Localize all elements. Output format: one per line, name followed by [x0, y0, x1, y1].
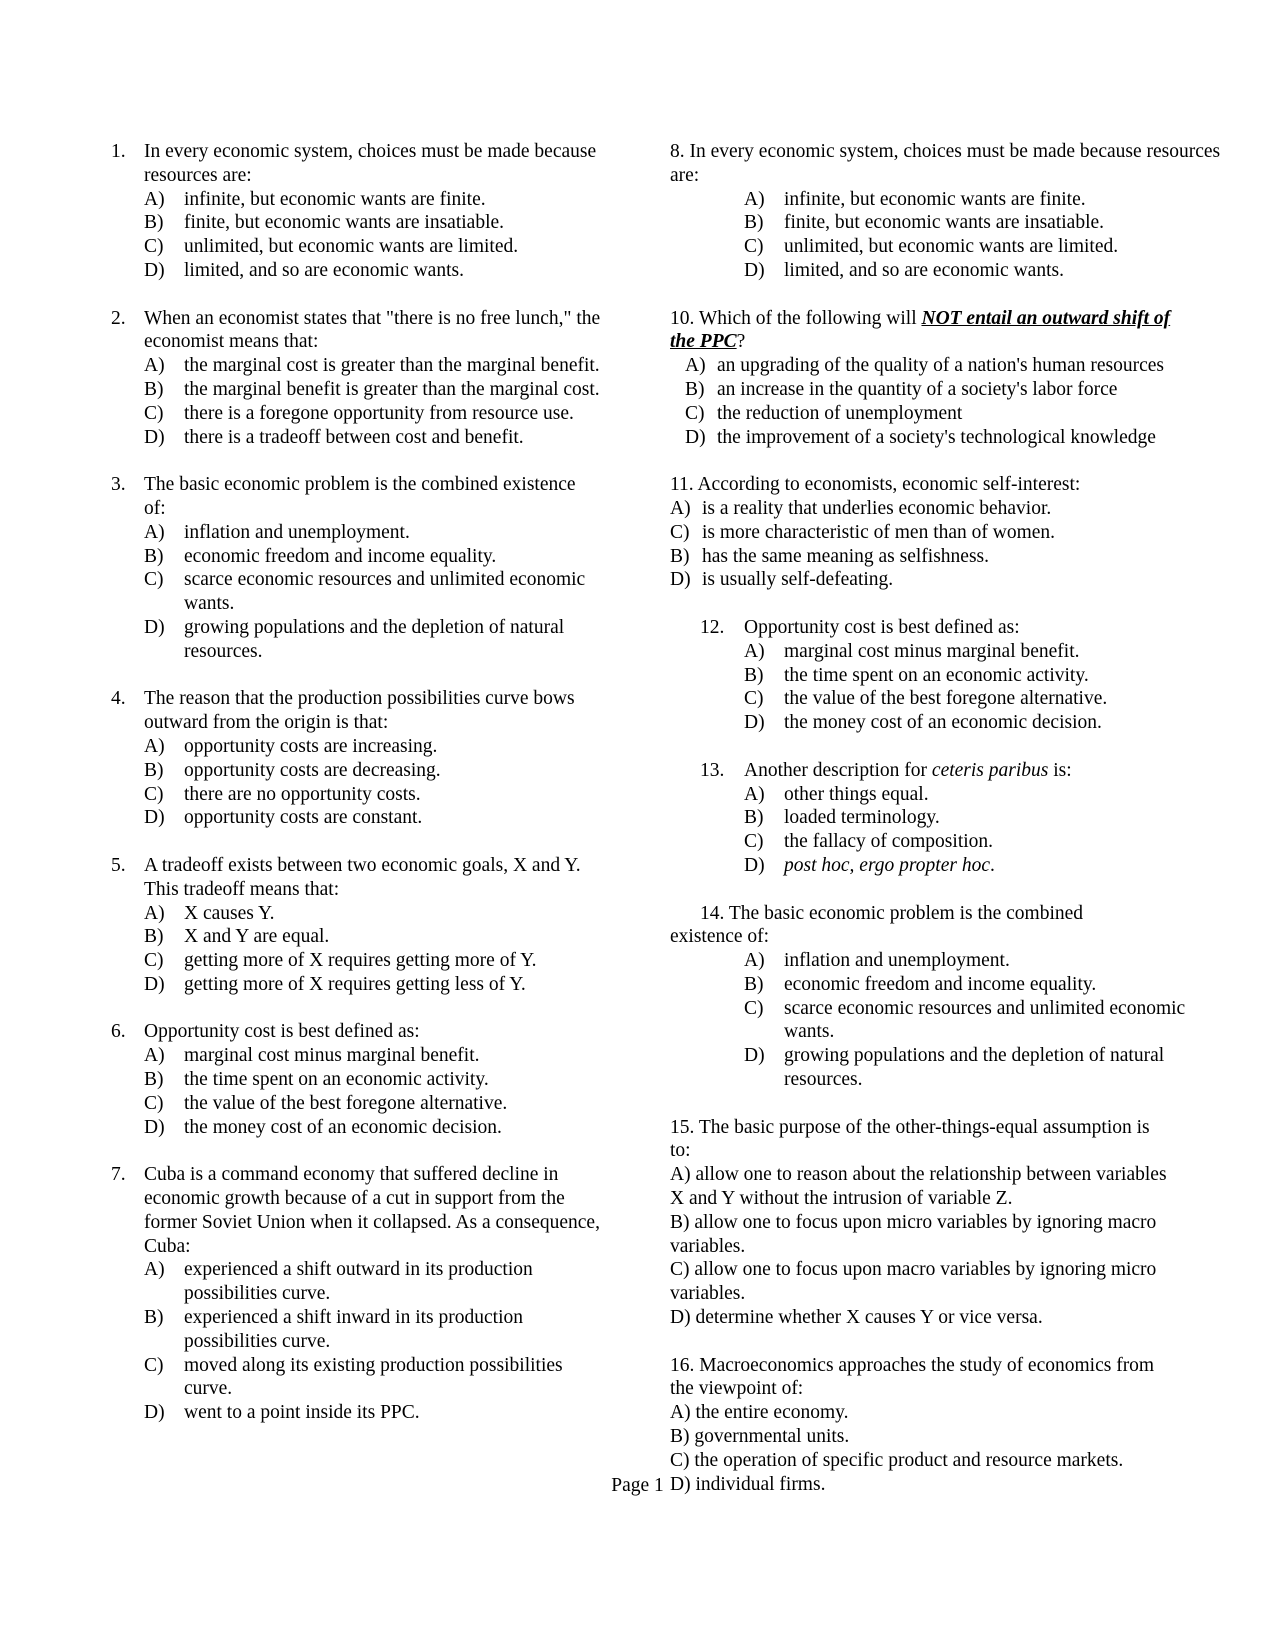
option-label: C) — [744, 997, 764, 1019]
option-text: economic freedom and income equality. — [184, 545, 497, 567]
answer-option — [670, 568, 1230, 592]
answer-option — [144, 902, 601, 926]
stem-suffix: is: — [1048, 759, 1072, 781]
answer-option — [144, 354, 601, 378]
answer-option — [670, 664, 1230, 688]
question-stem: 11. According to economists, economic self-interest: — [670, 474, 1081, 496]
option-label: D) — [144, 1116, 165, 1138]
answer-option: B) governmental units. — [670, 1426, 850, 1448]
option-text: marginal cost minus marginal benefit. — [784, 640, 1080, 662]
answer-option — [144, 235, 601, 259]
option-text: the fallacy of composition. — [784, 831, 994, 853]
option-label: B) — [144, 926, 164, 948]
answer-option — [144, 568, 601, 616]
option-label: A) — [744, 783, 765, 805]
stem-prefix: 10. Which of the following will — [670, 307, 922, 329]
question-item — [111, 1020, 601, 1139]
answer-option — [144, 1092, 601, 1116]
answer-option — [670, 259, 1230, 283]
q15-options — [670, 1163, 1170, 1330]
option-text: moved along its existing production possibilities curve. — [184, 1354, 563, 1400]
option-text: inflation and unemployment. — [784, 950, 1010, 972]
option-text: inflation and unemployment. — [184, 521, 410, 543]
option-label: B) — [744, 664, 764, 686]
option-label: A) — [685, 355, 706, 377]
question-stem: When an economist states that "there is no free lunch," the economist means that: — [144, 307, 601, 353]
answer-option: A) the entire economy. — [670, 1402, 849, 1424]
option-label: B) — [144, 1307, 164, 1329]
option-text: unlimited, but economic wants are limited. — [184, 236, 519, 258]
answer-option: D) determine whether X causes Y or vice versa. — [670, 1307, 1043, 1329]
question-stem — [670, 759, 1230, 783]
option-text: infinite, but economic wants are finite. — [784, 188, 1086, 210]
emphasized-phrase: NOT entail an outward shift of the PPC — [670, 307, 1171, 353]
option-text: experienced a shift outward in its production possibilities curve. — [184, 1259, 533, 1305]
question-body — [144, 307, 601, 450]
question-item — [111, 307, 601, 450]
question-15 — [670, 1116, 1170, 1330]
question-item — [111, 854, 601, 997]
answer-option — [670, 497, 1230, 521]
option-label: D) — [144, 616, 165, 638]
answer-option — [670, 997, 1230, 1045]
option-label: A) — [670, 497, 691, 519]
question-list-left — [111, 140, 601, 1425]
option-label: D) — [685, 426, 706, 448]
answer-option — [144, 806, 601, 830]
question-number: 2. — [111, 307, 126, 329]
option-text: getting more of X requires getting more of Y. — [184, 950, 537, 972]
option-text: other things equal. — [784, 783, 929, 805]
option-label: C) — [744, 831, 764, 853]
question-11 — [670, 473, 1230, 592]
answer-option — [670, 188, 1230, 212]
option-text: growing populations and the depletion of natural resources. — [184, 616, 565, 662]
option-label: C) — [144, 1092, 164, 1114]
option-text: the money cost of an economic decision. — [784, 712, 1102, 734]
answer-option — [670, 378, 1190, 402]
option-label: D) — [744, 854, 765, 876]
question-8 — [670, 140, 1230, 283]
option-label: D) — [744, 259, 765, 281]
option-text: getting more of X requires getting less of Y. — [184, 973, 526, 995]
answer-option — [670, 973, 1230, 997]
question-12 — [670, 616, 1230, 735]
option-text: limited, and so are economic wants. — [184, 259, 464, 281]
option-label: C) — [144, 950, 164, 972]
option-text: there are no opportunity costs. — [184, 783, 421, 805]
option-text: is more characteristic of men than of women. — [702, 521, 1056, 543]
answer-option — [144, 1258, 601, 1306]
option-label: D) — [744, 712, 765, 734]
option-text: economic freedom and income equality. — [784, 973, 1097, 995]
answer-option — [144, 949, 601, 973]
question-stem — [670, 307, 1190, 355]
option-text: experienced a shift inward in its production possibilities curve. — [184, 1307, 523, 1352]
answer-option — [144, 402, 601, 426]
question-stem: 15. The basic purpose of the other-things-equal assumption is to: — [670, 1116, 1150, 1162]
answer-option — [670, 426, 1190, 450]
answer-option — [670, 830, 1230, 854]
option-label: D) — [744, 1045, 765, 1067]
option-label: D) — [144, 259, 165, 281]
answer-option — [144, 973, 601, 997]
question-body — [144, 140, 601, 283]
option-label: A) — [744, 640, 765, 662]
option-label: D) — [670, 569, 691, 591]
option-text: finite, but economic wants are insatiable. — [184, 212, 505, 234]
option-text: the time spent on an economic activity. — [784, 664, 1089, 686]
option-label: B) — [670, 545, 690, 567]
question-body — [144, 687, 601, 830]
question-item — [111, 1163, 601, 1425]
answer-option — [144, 1401, 601, 1425]
option-label: C) — [670, 521, 690, 543]
question-stem: A tradeoff exists between two economic goals, X and Y. This tradeoff means that: — [144, 854, 581, 900]
option-text: scarce economic resources and unlimited economic wants. — [784, 997, 1186, 1043]
question-number: 6. — [111, 1021, 126, 1043]
q11-options — [670, 497, 1230, 592]
question-10 — [670, 307, 1190, 450]
option-text: the time spent on an economic activity. — [184, 1069, 489, 1091]
option-text: there is a tradeoff between cost and benefit. — [184, 426, 524, 448]
question-item — [111, 687, 601, 830]
question-number: 7. — [111, 1164, 126, 1186]
answer-option: C) allow one to focus upon macro variables by ignoring micro variables. — [670, 1259, 1157, 1305]
option-label: D) — [144, 1402, 165, 1424]
answer-option — [670, 211, 1230, 235]
question-number: 4. — [111, 688, 126, 710]
option-label: A) — [144, 902, 165, 924]
option-text — [784, 854, 1230, 878]
answer-option — [144, 545, 601, 569]
answer-option — [670, 711, 1230, 735]
option-label: C) — [144, 236, 164, 258]
question-stem — [670, 616, 1230, 640]
option-label: C) — [144, 402, 164, 424]
question-body — [144, 854, 601, 997]
option-text: unlimited, but economic wants are limited. — [784, 236, 1119, 258]
option-text: loaded terminology. — [784, 807, 940, 829]
option-text: opportunity costs are decreasing. — [184, 759, 441, 781]
question-stem: The basic economic problem is the combined existence of: — [144, 474, 576, 519]
italic-term: ceteris paribus — [931, 759, 1049, 781]
option-label: B) — [144, 1069, 164, 1091]
answer-option: C) the operation of specific product and resource markets. — [670, 1449, 1124, 1471]
option-text: the value of the best foregone alternative. — [784, 688, 1108, 710]
q10-options — [670, 354, 1190, 449]
option-label: B) — [744, 973, 764, 995]
option-text: an upgrading of the quality of a nation's human resources — [717, 355, 1165, 377]
answer-option — [144, 1044, 601, 1068]
option-label: B) — [144, 378, 164, 400]
option-label: A) — [744, 950, 765, 972]
answer-option — [670, 806, 1230, 830]
option-label: C) — [744, 236, 764, 258]
answer-option — [670, 402, 1190, 426]
option-text: the marginal benefit is greater than the marginal cost. — [184, 378, 600, 400]
answer-option — [144, 259, 601, 283]
option-label: C) — [144, 783, 164, 805]
answer-option — [144, 1116, 601, 1140]
question-item — [111, 140, 601, 283]
answer-option — [144, 925, 601, 949]
answer-option — [144, 188, 601, 212]
answer-option — [144, 1306, 601, 1354]
option-label: C) — [144, 569, 164, 591]
question-stem: Opportunity cost is best defined as: — [144, 1021, 420, 1043]
question-number: 12. — [700, 616, 725, 638]
option-label: D) — [144, 807, 165, 829]
answer-option — [144, 521, 601, 545]
option-text: the value of the best foregone alternative. — [184, 1092, 508, 1114]
option-text: the marginal cost is greater than the marginal benefit. — [184, 355, 600, 377]
question-number: 3. — [111, 474, 126, 496]
option-text: the money cost of an economic decision. — [184, 1116, 502, 1138]
stem-text: Opportunity cost is best defined as: — [744, 616, 1020, 638]
option-label: C) — [744, 688, 764, 710]
answer-option — [144, 211, 601, 235]
question-number: 13. — [700, 759, 725, 781]
option-text: opportunity costs are constant. — [184, 807, 423, 829]
question-item — [111, 473, 601, 663]
answer-option — [670, 521, 1230, 545]
answer-option — [144, 616, 601, 664]
answer-option — [670, 949, 1230, 973]
answer-option — [144, 378, 601, 402]
question-13 — [670, 759, 1230, 878]
option-label: A) — [144, 355, 165, 377]
option-label: A) — [144, 1045, 165, 1067]
stem-prefix: Another description for — [744, 759, 932, 781]
option-text: marginal cost minus marginal benefit. — [184, 1045, 480, 1067]
q13-options — [670, 783, 1230, 854]
answer-option: D) individual firms. — [670, 1473, 826, 1495]
option-text: there is a foregone opportunity from resource use. — [184, 402, 574, 424]
option-label: B) — [144, 545, 164, 567]
answer-option: A) allow one to reason about the relationship between variables X and Y without the intrusion of variable Z. — [670, 1164, 1167, 1210]
option-label: A) — [744, 188, 765, 210]
option-label: C) — [144, 1354, 164, 1376]
option-label: A) — [144, 1259, 165, 1281]
question-stem-line2: existence of: — [670, 926, 770, 948]
option-label: A) — [144, 735, 165, 757]
question-body — [144, 1020, 601, 1139]
answer-option — [670, 354, 1190, 378]
question-stem: In every economic system, choices must be made because resources are: — [144, 141, 597, 186]
answer-option — [670, 640, 1230, 664]
option-text: is usually self-defeating. — [702, 569, 894, 591]
answer-option — [144, 1354, 601, 1402]
page-footer: Page 1 — [611, 1475, 664, 1496]
option-text: is a reality that underlies economic behavior. — [702, 497, 1052, 519]
q12-options — [670, 640, 1230, 735]
stem-suffix: ? — [736, 331, 746, 353]
question-body — [144, 473, 601, 663]
option-label: B) — [744, 212, 764, 234]
option-text: growing populations and the depletion of natural resources. — [784, 1045, 1165, 1091]
option-label: B) — [685, 378, 705, 400]
right-column — [670, 140, 1230, 1520]
option-text: the reduction of unemployment — [717, 402, 963, 424]
italic-phrase: post hoc, ergo propter hoc — [784, 854, 990, 876]
answer-option — [670, 1044, 1230, 1092]
question-stem-line1: 14. The basic economic problem is the combined — [700, 902, 1084, 924]
option-text: X and Y are equal. — [184, 926, 330, 948]
left-column — [111, 140, 601, 1449]
q8-options — [670, 188, 1230, 283]
option-text: finite, but economic wants are insatiable. — [784, 212, 1105, 234]
q14-options — [670, 949, 1230, 1092]
option-text: an increase in the quantity of a society's labor force — [717, 378, 1118, 400]
question-14 — [670, 902, 1230, 1092]
option-label: A) — [144, 188, 165, 210]
option-text: opportunity costs are increasing. — [184, 735, 438, 757]
answer-option — [144, 426, 601, 450]
option-label: D) — [144, 426, 165, 448]
answer-option — [670, 235, 1230, 259]
question-stem: 8. In every economic system, choices must be made because resources are: — [670, 141, 1221, 186]
option-text: the improvement of a society's technological knowledge — [717, 426, 1156, 448]
option-text: infinite, but economic wants are finite. — [184, 188, 486, 210]
option-label: A) — [144, 521, 165, 543]
answer-option — [670, 783, 1230, 807]
option-label: B) — [744, 807, 764, 829]
question-number: 5. — [111, 854, 126, 876]
question-stem: 16. Macroeconomics approaches the study of economics from the viewpoint of: — [670, 1354, 1155, 1400]
answer-option — [670, 545, 1230, 569]
option-suffix: . — [990, 854, 995, 876]
option-text: scarce economic resources and unlimited economic wants. — [184, 569, 586, 615]
question-stem: The reason that the production possibilities curve bows outward from the origin is that: — [144, 688, 575, 734]
answer-option — [144, 783, 601, 807]
question-body — [144, 1163, 601, 1425]
answer-option — [144, 735, 601, 759]
option-label: B) — [144, 212, 164, 234]
option-text: limited, and so are economic wants. — [784, 259, 1064, 281]
option-text: went to a point inside its PPC. — [184, 1402, 420, 1424]
answer-option — [144, 1068, 601, 1092]
option-text: has the same meaning as selfishness. — [702, 545, 990, 567]
option-label: B) — [144, 759, 164, 781]
option-d — [670, 854, 1230, 878]
question-stem: Cuba is a command economy that suffered decline in economic growth because of a cut in support from the former Soviet Union when it collapsed. As a consequence, Cuba: — [144, 1164, 600, 1257]
option-label: C) — [685, 402, 705, 424]
question-number: 1. — [111, 141, 126, 162]
option-label: D) — [144, 973, 165, 995]
option-text: X causes Y. — [184, 902, 275, 924]
answer-option — [670, 687, 1230, 711]
answer-option: B) allow one to focus upon micro variables by ignoring macro variables. — [670, 1211, 1157, 1257]
answer-option — [144, 759, 601, 783]
